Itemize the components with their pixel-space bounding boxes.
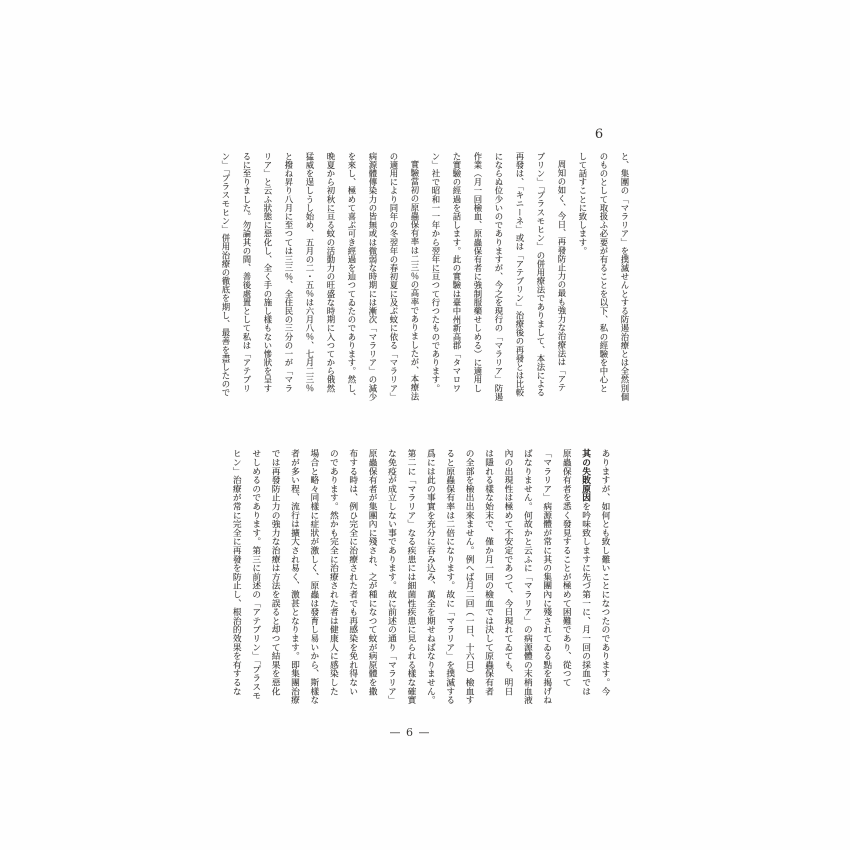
text-column: の全部を檢出出來ません。例へば月二回（一日、十六日）檢血す bbox=[464, 449, 475, 705]
text-column: 布する時は、例ひ完全に治療された者でも再感染を免れ得ない bbox=[347, 449, 358, 696]
text-column: ばなりません。何故かと云ふに「マラリア」の病源體の末梢血液 bbox=[522, 449, 533, 705]
page-number-top: 6 bbox=[594, 127, 604, 142]
text-column: せしめるのであります。第三に前述の「アテブリン」「プラスモ bbox=[250, 449, 261, 700]
text-column: 第二に「マラリア」なる疾患には細菌性疾患に見られる樣な確實 bbox=[405, 449, 416, 705]
text-column: ヒン」治療が常に完全に再發を防止し、根治的效果を有するな bbox=[231, 449, 242, 696]
text-column: と撥ね昇り八月に至つては三三％、全住民の三分の一が「マラ bbox=[284, 152, 294, 393]
text-segment: を吟味致しますに先づ第一に、月一回の採血では bbox=[580, 501, 591, 696]
text-column: ブリン」「プラスモヒン」の併用療法でありまして、本法による bbox=[536, 152, 546, 397]
text-column: 作業（月一回檢血、原蟲保有者に強制服藥せしめる）に適用し bbox=[473, 152, 483, 393]
text-column: な免疫が成立しない事であります。故に前述の通り「マラリア」 bbox=[386, 449, 397, 705]
text-column: 晩夏から初秋に亘る蚊の活動力の旺盛な時期に入つてから俄然 bbox=[326, 152, 336, 393]
text-column: 爲には此の事實を充分に吞み込み、萬全を期せねばなりません。 bbox=[425, 449, 436, 705]
text-column: 周知の如く、今日、再發防止力の最も強力な治療法は「アテ bbox=[557, 160, 567, 393]
text-column: の適用により同年の冬翌年の春初夏に及ぶ蚊に依る「マラリア」 bbox=[389, 152, 399, 402]
text-column: 內の出現性は極めて不安定であつて、今日現れてゐても、明日 bbox=[502, 449, 513, 696]
text-column bbox=[575, 449, 594, 713]
text-column: た實驗の經過を話します。此の實驗は臺中州新高郡「タマロワ bbox=[452, 152, 462, 393]
page-number-bottom: — 6 — bbox=[389, 726, 431, 739]
text-column: 病源體傳染力の皆無或は微弱な時期には漸次「マラリア」の減少 bbox=[368, 152, 378, 402]
text-column: 猛威を逞しうし始め、五月の二・五％は六月八％、七月二三％ bbox=[305, 152, 315, 393]
text-column: 原蟲保有者が集團內に殘され、之が種になつて蚊が病原體を撒 bbox=[367, 449, 378, 696]
text-column: 者が多い程、流行は擴大され易く、激甚となります。即集團治療 bbox=[289, 449, 300, 705]
text-column: リア」と云ふ狀態に惡化し、全く手の施し樣もない慘狀を呈す bbox=[263, 152, 273, 393]
text-column: では再發防止力の強力な治療は方法を誤ると却つて結果を惡化 bbox=[270, 449, 281, 696]
text-column: にならぬ位少いのでありますが、今之を現行の「マラリア」防遏 bbox=[494, 152, 504, 402]
text-column: ると原蟲保有率は二倍になります。故に「マラリア」を撲滅する bbox=[444, 449, 455, 705]
emphasis-text: 其の失敗原因 bbox=[580, 449, 591, 502]
text-column: のものとして取扱ふ必要が有ることを以下、私の經驗を中心と bbox=[599, 152, 609, 393]
text-column: 實驗當初の原蟲保有率は二三％の高率でありましたが、本療法 bbox=[410, 160, 420, 401]
text-column: ン」「プラスモヒン」併用治療の徹底を期し、最善を盡したので bbox=[221, 152, 231, 397]
upper-text-band bbox=[213, 152, 635, 406]
text-column: 再發は、「キニーネ」或は「アテブリン」治療後の再發とは比較 bbox=[515, 152, 525, 397]
text-column: ン」社で昭和一一年から翌年に亘つて行つたものであります。 bbox=[431, 152, 441, 393]
text-column: を來し、極めて喜ぶ可き經過を辿つてゐたのであります。然し、 bbox=[347, 152, 357, 402]
text-column: のであります。然かも完全に治療された者は健康人に感染した bbox=[328, 449, 339, 696]
text-column: ありますが、如何とも致し難いことになつたのであります。今 bbox=[600, 449, 610, 696]
text-column: は隱れる樣な始末で、僅か月一回の檢血では決して原蟲保有者 bbox=[483, 449, 494, 696]
lower-text-band bbox=[224, 449, 614, 713]
text-column: して話すことに致します。 bbox=[578, 152, 588, 256]
text-column: るに至りました。勿論其の間、善後處置として私は「アテブリ bbox=[242, 152, 252, 393]
text-column: 場合と略々同樣に症狀が激しく、原蟲は發育し易いから、斯樣な bbox=[308, 449, 319, 705]
text-column: 原蟲保有者を悉く發見することが極めて困難であり、從つて bbox=[561, 449, 572, 687]
text-column: 「マラリア」病源體が常に其の集團內に殘されてゐる點を揭げね bbox=[541, 449, 552, 705]
text-column: と、集團の「マラリア」を撲滅せんとする防遏治療とは全然別個 bbox=[620, 152, 630, 402]
